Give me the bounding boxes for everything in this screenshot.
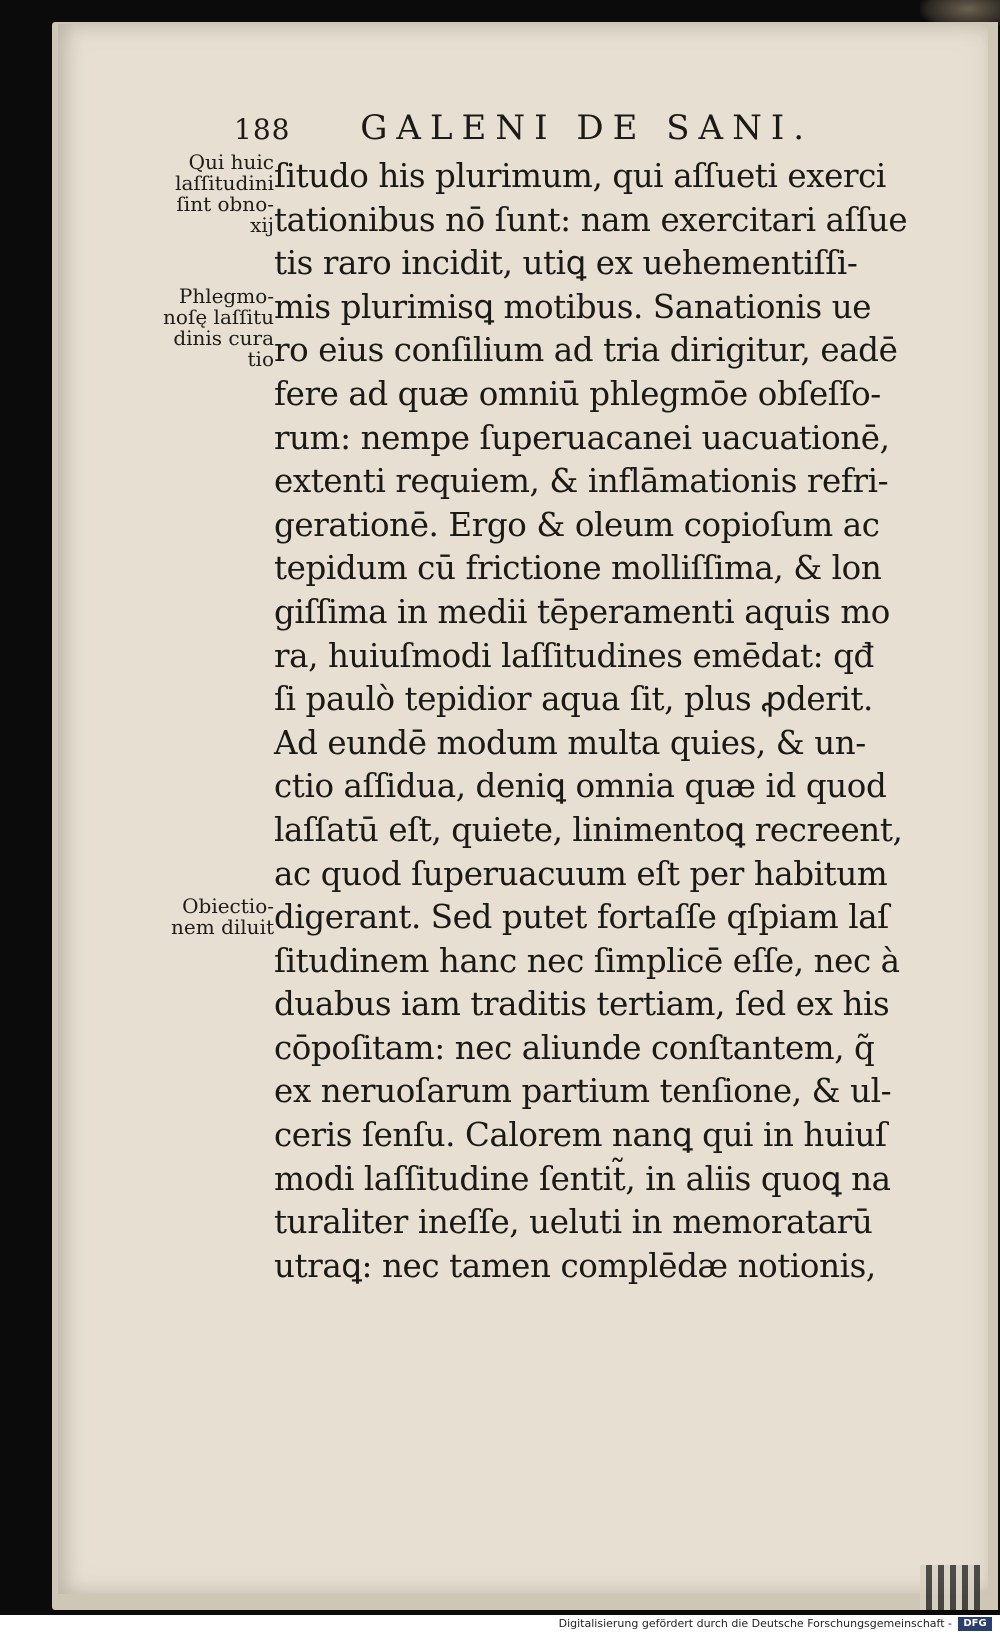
text-line: modi laſſitudine ſentit̃, in aliis quoꝗ na <box>274 1159 891 1198</box>
footer <box>0 1615 1000 1635</box>
running-title: GALENI DE SANI. <box>360 108 814 148</box>
text-line: turaliter ineſſe, ueluti in memoratarū <box>274 1203 873 1242</box>
text-line: ra, huiuſmodi laſſitudines emēdat: qđ <box>274 636 874 675</box>
text-line: fere ad quæ omniū phlegmōe obſeſſo- <box>274 374 881 413</box>
text-line: giſſima in medii tēperamenti aquis mo <box>274 592 890 631</box>
scan-artifact-bottom <box>920 1565 980 1610</box>
text-line: ctio aſſidua, deniꝗ omnia quæ id quod <box>274 767 887 806</box>
margin-note: Phlegmo- noſę laſſitu dinis cura tio <box>163 284 274 371</box>
text-line: tationibus nō ſunt: nam exercitari aſſue <box>274 200 908 239</box>
text-line: ſi paulò tepidior aqua ſit, plus ꝓderit. <box>274 680 873 719</box>
running-head <box>234 108 813 148</box>
text-line: extenti requiem, & inflāmationis refri- <box>274 462 889 501</box>
text-line: rum: nempe ſuperuacanei uacuationē, <box>274 418 890 457</box>
page-number: 188 <box>234 113 291 146</box>
margin-note: Obiectio- nem diluit <box>171 894 274 939</box>
text-line: ceris ſenſu. Calorem nanꝗ qui in huiuſ <box>274 1116 887 1155</box>
text-line: ſitudo his plurimum, qui aſſueti exerci <box>274 157 886 195</box>
text-line: ſitudinem hanc nec ſimplicē eſſe, nec à <box>274 941 900 980</box>
text-line: digerant. Sed putet fortaſſe qſpiam laſ <box>274 898 889 937</box>
text-line: duabus iam traditis tertiam, ſed ex his <box>274 985 890 1024</box>
text-line: laſſatū eſt, quiete, linimentoꝗ recreent, <box>274 810 903 849</box>
text-line: cōpoſitam: nec aliunde conſtantem, q̃ <box>274 1028 875 1067</box>
text-line: Ad eundē modum multa quies, & un- <box>274 723 866 762</box>
body-text <box>274 155 908 1288</box>
funding-credit: Digitalisierung gefördert durch die Deutsche Forschungsgemeinschaft - <box>558 1617 952 1630</box>
text-line: utraꝗ: nec tamen complēdæ notionis, <box>274 1246 876 1285</box>
text-line: ac quod ſuperuacuum eſt per habitum <box>274 854 888 893</box>
margin-note: Qui huic laſſitudini ſint obno- xij <box>175 150 274 237</box>
text-line: ex neruoſarum partium tenſione, & ul- <box>274 1072 892 1111</box>
text-line: tepidum cū frictione molliſſima, & lon <box>274 549 882 588</box>
text-line: tis raro incidit, utiꝗ ex uehementiſſi- <box>274 244 858 283</box>
text-line: mis plurimisꝗ motibus. Sanationis ue <box>274 287 872 326</box>
text-line: ro eius conſilium ad tria dirigitur, eadē <box>274 331 898 370</box>
dfg-logo: DFG <box>958 1617 992 1631</box>
text-line: gerationē. Ergo & oleum copioſum ac <box>274 505 880 544</box>
